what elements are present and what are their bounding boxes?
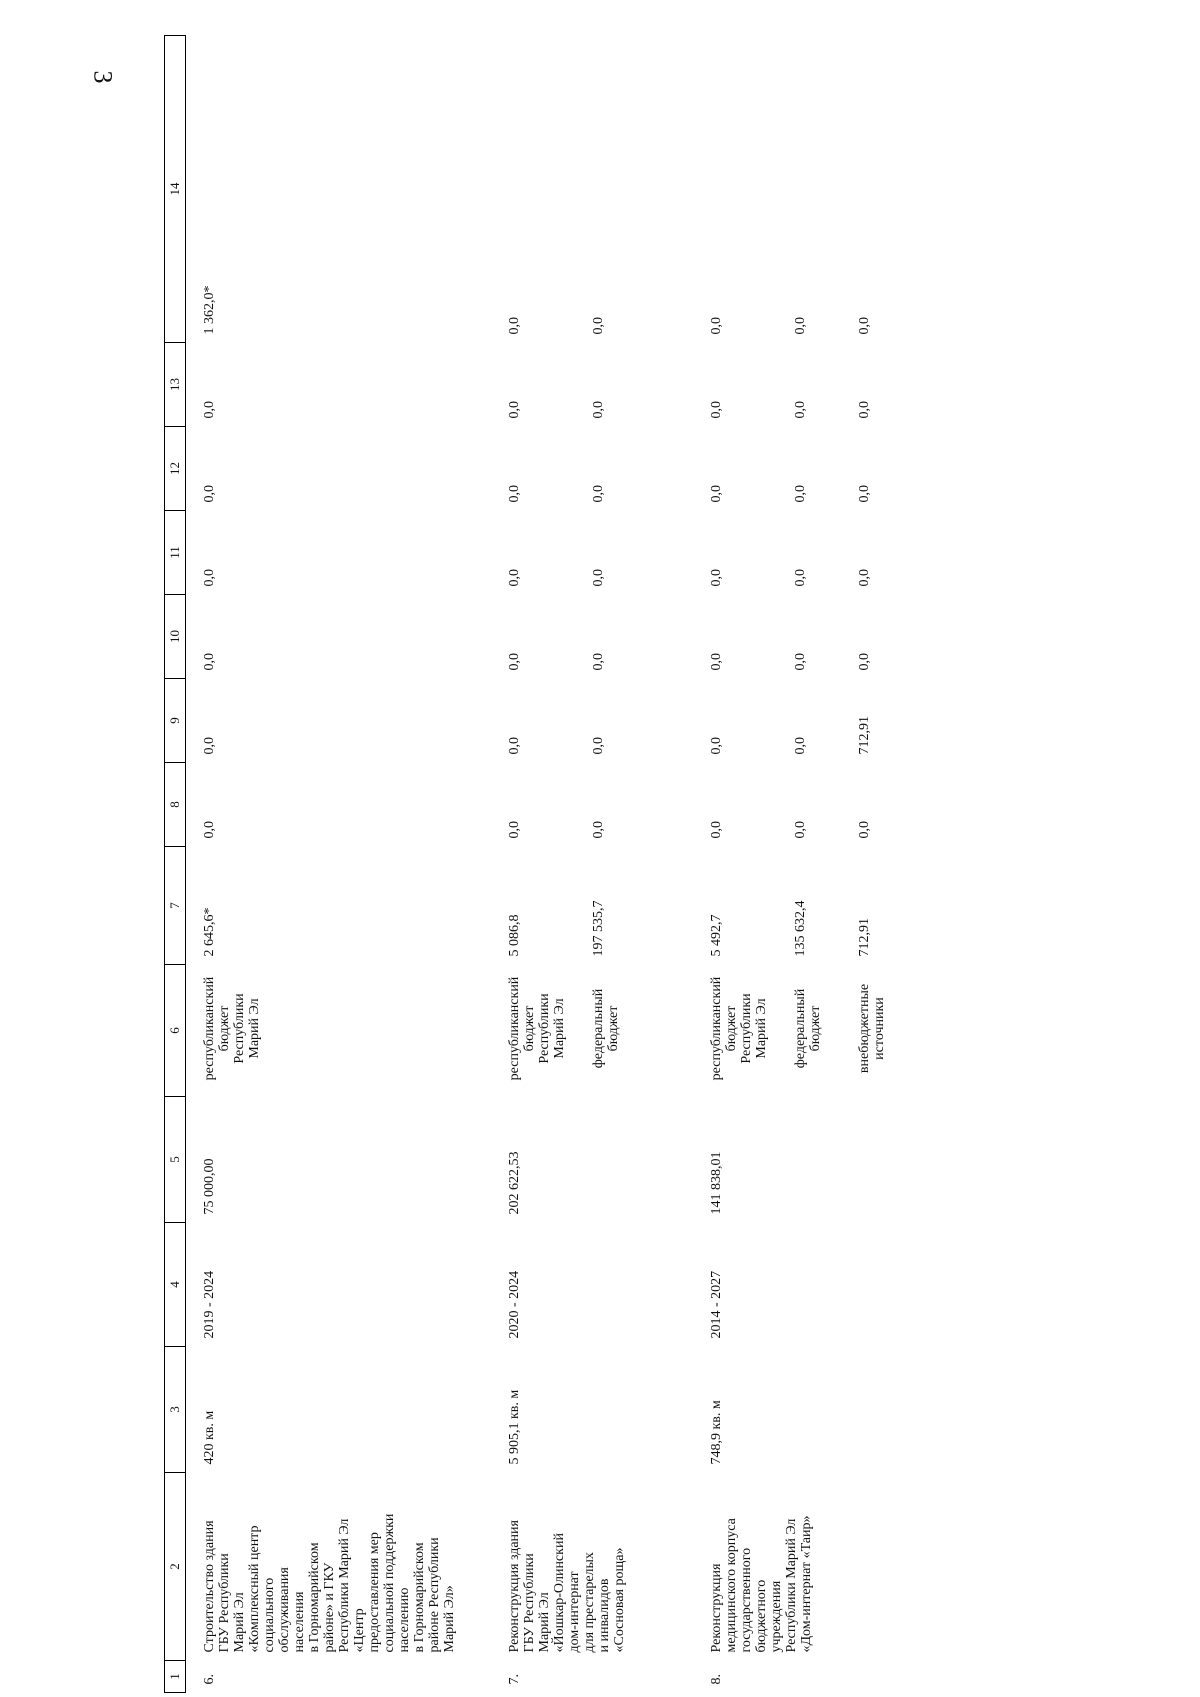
row-number-cell: 6. (202, 1674, 217, 1685)
source-cell (192, 965, 457, 1097)
value-cell-v13 (192, 343, 457, 427)
object-name-line: предоставления мер (367, 1532, 382, 1653)
column-header-11: 11 (165, 511, 186, 595)
amount-value: 2 645,6* (202, 907, 217, 957)
amount-value: 0,0 (793, 821, 808, 839)
table-wrapper (164, 36, 1064, 1693)
object-name-cell (192, 1473, 457, 1661)
amount-value: 0,0 (507, 317, 522, 335)
value-cell-v7 (497, 847, 655, 965)
funding-source-line: источники (872, 997, 887, 1060)
amount-value: 0,0 (857, 821, 872, 839)
amount-value: 0,0 (202, 821, 217, 839)
funding-source-line: внебюджетные (857, 983, 872, 1074)
object-name-line: населения (292, 1591, 307, 1653)
funding-source (591, 969, 655, 1089)
funding-source-line: Марий Эл (552, 998, 567, 1059)
value-cell-v10 (699, 595, 921, 679)
amount-value: 0,0 (709, 401, 724, 419)
amount-value: 0,0 (507, 737, 522, 755)
amount-value: 0,0 (591, 317, 606, 335)
amount-value: 0,0 (591, 569, 606, 587)
period-cell: 2019 - 2024 (202, 1270, 217, 1339)
funding-source-line: Республики (739, 993, 754, 1064)
amount-value: 0,0 (793, 401, 808, 419)
funding-source-line: федеральный (591, 988, 606, 1069)
amount-value: 0,0 (202, 569, 217, 587)
object-name-line: Марий Эл» (442, 1585, 457, 1653)
amount-value: 0,0 (857, 485, 872, 503)
column-header-4: 4 (165, 1223, 186, 1347)
capacity-cell: 748,9 кв. м (709, 1400, 724, 1465)
object-name-line: Реконструкция здания (507, 1520, 522, 1653)
amount-value: 0,0 (709, 317, 724, 335)
amount-value: 0,0 (857, 317, 872, 335)
amount-value: 712,91 (857, 918, 872, 957)
period-cell: 2014 - 2027 (709, 1270, 724, 1339)
value-cell-v9 (192, 679, 457, 763)
value-cell-v14 (192, 36, 457, 343)
object-name-line: учреждения (769, 1580, 784, 1653)
value-cell-v13 (699, 343, 921, 427)
funding-source-line: республиканский (709, 976, 724, 1081)
value-cell-v9 (497, 679, 655, 763)
amount-value: 0,0 (793, 317, 808, 335)
object-name-line: ГБУ Республики (217, 1553, 232, 1653)
value-cell-v13 (497, 343, 655, 427)
funding-source-line: Марий Эл (754, 998, 769, 1059)
row-number-cell: 8. (709, 1674, 724, 1685)
capacity-cell: 420 кв. м (202, 1410, 217, 1465)
funding-source (709, 969, 793, 1089)
value-cell-v14 (699, 36, 921, 343)
object-name-line: Марий Эл (232, 1592, 247, 1653)
column-header-6: 6 (165, 965, 186, 1097)
object-name-line: населению (397, 1587, 412, 1653)
funding-source (507, 969, 591, 1089)
funding-source-line: бюджет (522, 1005, 537, 1052)
object-name-line: районе» и ГКУ (322, 1562, 337, 1653)
page-number: 3 (88, 70, 118, 84)
source-cell (699, 965, 921, 1097)
value-cell-v8 (497, 763, 655, 847)
period-cell: 2020 - 2024 (507, 1270, 522, 1339)
object-name-line: ГБУ Республики (522, 1553, 537, 1653)
object-name-line: бюджетного (754, 1579, 769, 1653)
object-name-line: дом-интернат (567, 1571, 582, 1653)
capacity-cell: 5 905,1 кв. м (507, 1389, 522, 1465)
funding-source-line: Республики (232, 993, 247, 1064)
object-name-line: в Горномарийском (412, 1542, 427, 1653)
column-header-1: 1 (165, 1661, 186, 1693)
amount-value: 0,0 (709, 821, 724, 839)
amount-value: 197 535,7 (591, 900, 606, 957)
column-header-5: 5 (165, 1097, 186, 1223)
object-name-cell (699, 1473, 921, 1661)
value-cell-v7 (699, 847, 921, 965)
row-number-cell: 7. (507, 1674, 522, 1685)
cost-cell: 75 000,00 (202, 1158, 217, 1215)
amount-value: 5 086,8 (507, 914, 522, 957)
amount-value: 0,0 (202, 653, 217, 671)
amount-value: 0,0 (202, 485, 217, 503)
funding-source-line: республиканский (202, 976, 217, 1081)
funding-source (202, 969, 286, 1089)
object-name-line: социального (262, 1577, 277, 1653)
amount-value: 0,0 (709, 653, 724, 671)
value-cell-v8 (192, 763, 457, 847)
object-name-line: «Центр (352, 1608, 367, 1653)
amount-value: 0,0 (507, 485, 522, 503)
rotated-sheet (164, 36, 1200, 1685)
amount-value: 0,0 (709, 485, 724, 503)
object-name-line: «Комплексный центр (247, 1525, 262, 1653)
amount-value: 0,0 (507, 569, 522, 587)
funding-source (793, 969, 857, 1089)
value-cell-v10 (497, 595, 655, 679)
amount-value: 0,0 (591, 737, 606, 755)
amount-value: 0,0 (591, 401, 606, 419)
amount-value: 135 632,4 (793, 900, 808, 957)
funding-source-line: бюджет (724, 1005, 739, 1052)
column-header-10: 10 (165, 595, 186, 679)
column-header-12: 12 (165, 427, 186, 511)
column-header-7: 7 (165, 847, 186, 965)
table-row (497, 36, 655, 1693)
amount-value: 0,0 (507, 401, 522, 419)
value-cell-v12 (699, 427, 921, 511)
object-name-line: Строительство здания (202, 1520, 217, 1653)
object-name-line: «Сосновая роща» (612, 1547, 627, 1653)
table-row (699, 36, 921, 1693)
column-header-13: 13 (165, 343, 186, 427)
object-name-line: и инвалидов (597, 1578, 612, 1653)
object-name-line: государственного (739, 1547, 754, 1653)
value-cell-v11 (192, 511, 457, 595)
amount-value: 5 492,7 (709, 914, 724, 957)
column-header-9: 9 (165, 679, 186, 763)
column-header-14: 14 (165, 36, 186, 343)
cost-cell: 141 838,01 (709, 1151, 724, 1215)
column-header-8: 8 (165, 763, 186, 847)
amount-value: 0,0 (857, 653, 872, 671)
source-cell (497, 965, 655, 1097)
object-name-line: медицинского корпуса (724, 1518, 739, 1653)
amount-value: 0,0 (793, 737, 808, 755)
funding-source-line: бюджет (217, 1005, 232, 1052)
amount-value: 0,0 (591, 821, 606, 839)
column-header-2: 2 (165, 1473, 186, 1661)
funding-source-line: бюджет (808, 1005, 823, 1052)
amount-value: 0,0 (793, 653, 808, 671)
amount-value: 0,0 (202, 401, 217, 419)
cost-cell: 202 622,53 (507, 1151, 522, 1215)
value-cell-v12 (497, 427, 655, 511)
value-cell-v7 (192, 847, 457, 965)
amount-value: 0,0 (709, 569, 724, 587)
object-name-line: Марий Эл (537, 1592, 552, 1653)
object-name-line: социальной поддержки (382, 1513, 397, 1653)
amount-value: 1 362,0* (202, 285, 217, 335)
funding-source-line: бюджет (606, 1005, 621, 1052)
value-cell-v14 (497, 36, 655, 343)
object-name-line: «Дом-интернат «Таир» (799, 1515, 814, 1653)
object-name-line: для престарелых (582, 1552, 597, 1653)
amount-value: 0,0 (709, 737, 724, 755)
value-cell-v10 (192, 595, 457, 679)
column-header-3: 3 (165, 1347, 186, 1473)
object-name-line: Республики Марий Эл (337, 1518, 352, 1653)
object-name-cell (497, 1473, 655, 1661)
amount-value: 0,0 (507, 653, 522, 671)
value-cell-v11 (699, 511, 921, 595)
object-name-line: в Горномарийском (307, 1542, 322, 1653)
funding-source-line: республиканский (507, 976, 522, 1081)
value-cell-v8 (699, 763, 921, 847)
amount-value: 0,0 (793, 485, 808, 503)
funding-source (857, 969, 921, 1089)
amount-value: 0,0 (857, 569, 872, 587)
value-cell-v12 (192, 427, 457, 511)
object-name-line: «Йошкар-Олинский (552, 1533, 567, 1653)
amount-value: 0,0 (202, 737, 217, 755)
table-row (192, 36, 457, 1693)
value-cell-v9 (699, 679, 921, 763)
amount-value: 712,91 (857, 716, 872, 755)
funding-source-line: Марий Эл (247, 998, 262, 1059)
funding-source-line: федеральный (793, 988, 808, 1069)
funding-source-line: Республики (537, 993, 552, 1064)
amount-value: 0,0 (507, 821, 522, 839)
value-cell-v11 (497, 511, 655, 595)
amount-value: 0,0 (591, 653, 606, 671)
object-name-line: обслуживания (277, 1567, 292, 1653)
object-name-line: районе Республики (427, 1537, 442, 1653)
column-number-row (165, 36, 186, 1693)
amount-value: 0,0 (793, 569, 808, 587)
object-name-line: Реконструкция (709, 1563, 724, 1653)
amount-value: 0,0 (591, 485, 606, 503)
object-name-line: Республики Марий Эл (784, 1518, 799, 1653)
budget-table (164, 35, 965, 1693)
amount-value: 0,0 (857, 401, 872, 419)
